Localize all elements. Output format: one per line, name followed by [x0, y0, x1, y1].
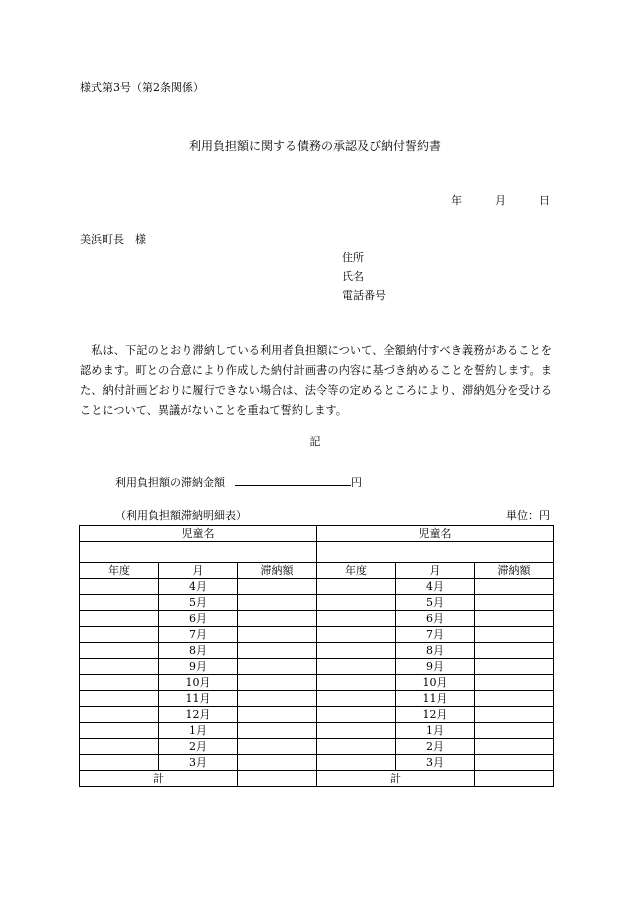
- year-cell-left: [80, 579, 159, 595]
- month-cell-left: 3月: [159, 755, 238, 771]
- unit-label: 単位：円: [506, 509, 550, 522]
- amount-cell-left: [238, 675, 317, 691]
- year-cell-right: [317, 723, 396, 739]
- child-name-value-left: [80, 542, 317, 563]
- table-row: [80, 595, 554, 611]
- amount-cell-right: [475, 595, 554, 611]
- month-cell-right: 10月: [396, 675, 475, 691]
- amount-unit: 円: [351, 476, 362, 489]
- month-cell-right: 9月: [396, 659, 475, 675]
- month-cell-right: 7月: [396, 627, 475, 643]
- month-cell-right: 5月: [396, 595, 475, 611]
- table-row: [80, 659, 554, 675]
- table-row: [80, 627, 554, 643]
- month-cell-left: 7月: [159, 627, 238, 643]
- month-cell-right: 1月: [396, 723, 475, 739]
- table-row: [80, 643, 554, 659]
- amount-cell-right: [475, 707, 554, 723]
- year-cell-right: [317, 739, 396, 755]
- amount-cell-right: [475, 723, 554, 739]
- date-year: 年: [451, 194, 462, 207]
- month-cell-right: 12月: [396, 707, 475, 723]
- year-cell-right: [317, 707, 396, 723]
- total-label-left: 計: [80, 771, 238, 787]
- col-amount-right: 滞納額: [475, 563, 554, 579]
- table-row: [80, 675, 554, 691]
- amount-cell-right: [475, 691, 554, 707]
- date-line: [451, 194, 550, 208]
- total-row: [80, 771, 554, 787]
- breakdown-caption: （利用負担額滞納明細表）: [115, 509, 247, 522]
- amount-cell-left: [238, 659, 317, 675]
- col-month-right: 月: [396, 563, 475, 579]
- month-cell-right: 2月: [396, 739, 475, 755]
- column-header-row: [80, 563, 554, 579]
- col-year-left: 年度: [80, 563, 159, 579]
- month-cell-left: 8月: [159, 643, 238, 659]
- year-cell-right: [317, 691, 396, 707]
- year-cell-right: [317, 755, 396, 771]
- child-name-header-row: [80, 526, 554, 542]
- year-cell-left: [80, 659, 159, 675]
- amount-cell-left: [238, 611, 317, 627]
- col-year-right: 年度: [317, 563, 396, 579]
- amount-cell-right: [475, 579, 554, 595]
- amount-cell-left: [238, 739, 317, 755]
- year-cell-left: [80, 755, 159, 771]
- total-label-right: 計: [317, 771, 475, 787]
- month-cell-right: 6月: [396, 611, 475, 627]
- year-cell-right: [317, 659, 396, 675]
- amount-cell-right: [475, 675, 554, 691]
- amount-cell-right: [475, 755, 554, 771]
- form-number: 様式第3号（第2条関係）: [80, 81, 204, 94]
- table-row: [80, 707, 554, 723]
- amount-cell-left: [238, 755, 317, 771]
- month-cell-left: 10月: [159, 675, 238, 691]
- year-cell-right: [317, 595, 396, 611]
- year-cell-left: [80, 675, 159, 691]
- table-row: [80, 755, 554, 771]
- amount-cell-left: [238, 643, 317, 659]
- child-name-header-left: 児童名: [80, 526, 317, 542]
- year-cell-left: [80, 627, 159, 643]
- col-month-left: 月: [159, 563, 238, 579]
- amount-cell-right: [475, 643, 554, 659]
- month-cell-right: 8月: [396, 643, 475, 659]
- amount-cell-left: [238, 691, 317, 707]
- year-cell-left: [80, 643, 159, 659]
- date-month: 月: [495, 194, 506, 207]
- amount-cell-left: [238, 723, 317, 739]
- child-name-header-right: 児童名: [317, 526, 554, 542]
- year-cell-left: [80, 595, 159, 611]
- amount-label: 利用負担額の滞納金額: [115, 476, 225, 489]
- ki-heading: 記: [309, 435, 321, 448]
- month-cell-left: 2月: [159, 739, 238, 755]
- amount-cell-right: [475, 627, 554, 643]
- amount-cell-left: [238, 595, 317, 611]
- arrears-detail-table: [79, 525, 554, 787]
- col-amount-left: 滞納額: [238, 563, 317, 579]
- month-cell-left: 11月: [159, 691, 238, 707]
- year-cell-left: [80, 739, 159, 755]
- year-cell-left: [80, 723, 159, 739]
- pledge-body-text: 私は、下記のとおり滞納している利用者負担額について、全額納付すべき義務があることを認めます。町との合意により作成した納付計画書の内容に基づき納めることを誓約します。また、納付計画どおりに履行できない場合は、法令等の定めるところにより、滞納処分を受けることについて、異議がないことを重ねて誓約します。: [80, 344, 552, 417]
- month-cell-left: 1月: [159, 723, 238, 739]
- table-row: [80, 739, 554, 755]
- year-cell-right: [317, 627, 396, 643]
- month-cell-right: 3月: [396, 755, 475, 771]
- amount-cell-left: [238, 627, 317, 643]
- sender-address-label: 住所: [342, 251, 364, 264]
- year-cell-right: [317, 675, 396, 691]
- sender-phone-label: 電話番号: [342, 289, 386, 302]
- month-cell-left: 6月: [159, 611, 238, 627]
- month-cell-left: 4月: [159, 579, 238, 595]
- amount-cell-left: [238, 707, 317, 723]
- document-title: 利用負担額に関する債務の承認及び納付誓約書: [188, 139, 441, 153]
- amount-blank: [235, 473, 351, 486]
- amount-cell-right: [475, 611, 554, 627]
- month-cell-right: 11月: [396, 691, 475, 707]
- year-cell-right: [317, 579, 396, 595]
- sender-name-label: 氏名: [342, 270, 364, 283]
- year-cell-left: [80, 611, 159, 627]
- year-cell-right: [317, 643, 396, 659]
- year-cell-right: [317, 611, 396, 627]
- total-amount-left: [238, 771, 317, 787]
- child-name-value-right: [317, 542, 554, 563]
- month-cell-right: 4月: [396, 579, 475, 595]
- month-cell-left: 9月: [159, 659, 238, 675]
- total-amount-right: [475, 771, 554, 787]
- table-row: [80, 723, 554, 739]
- month-cell-left: 12月: [159, 707, 238, 723]
- amount-cell-left: [238, 579, 317, 595]
- table-row: [80, 579, 554, 595]
- month-cell-left: 5月: [159, 595, 238, 611]
- amount-cell-right: [475, 659, 554, 675]
- addressee: 美浜町長 様: [80, 233, 146, 246]
- year-cell-left: [80, 691, 159, 707]
- child-name-value-row: [80, 542, 554, 563]
- amount-cell-right: [475, 739, 554, 755]
- year-cell-left: [80, 707, 159, 723]
- amount-row: [115, 473, 362, 490]
- date-day: 日: [539, 194, 550, 207]
- table-row: [80, 611, 554, 627]
- table-row: [80, 691, 554, 707]
